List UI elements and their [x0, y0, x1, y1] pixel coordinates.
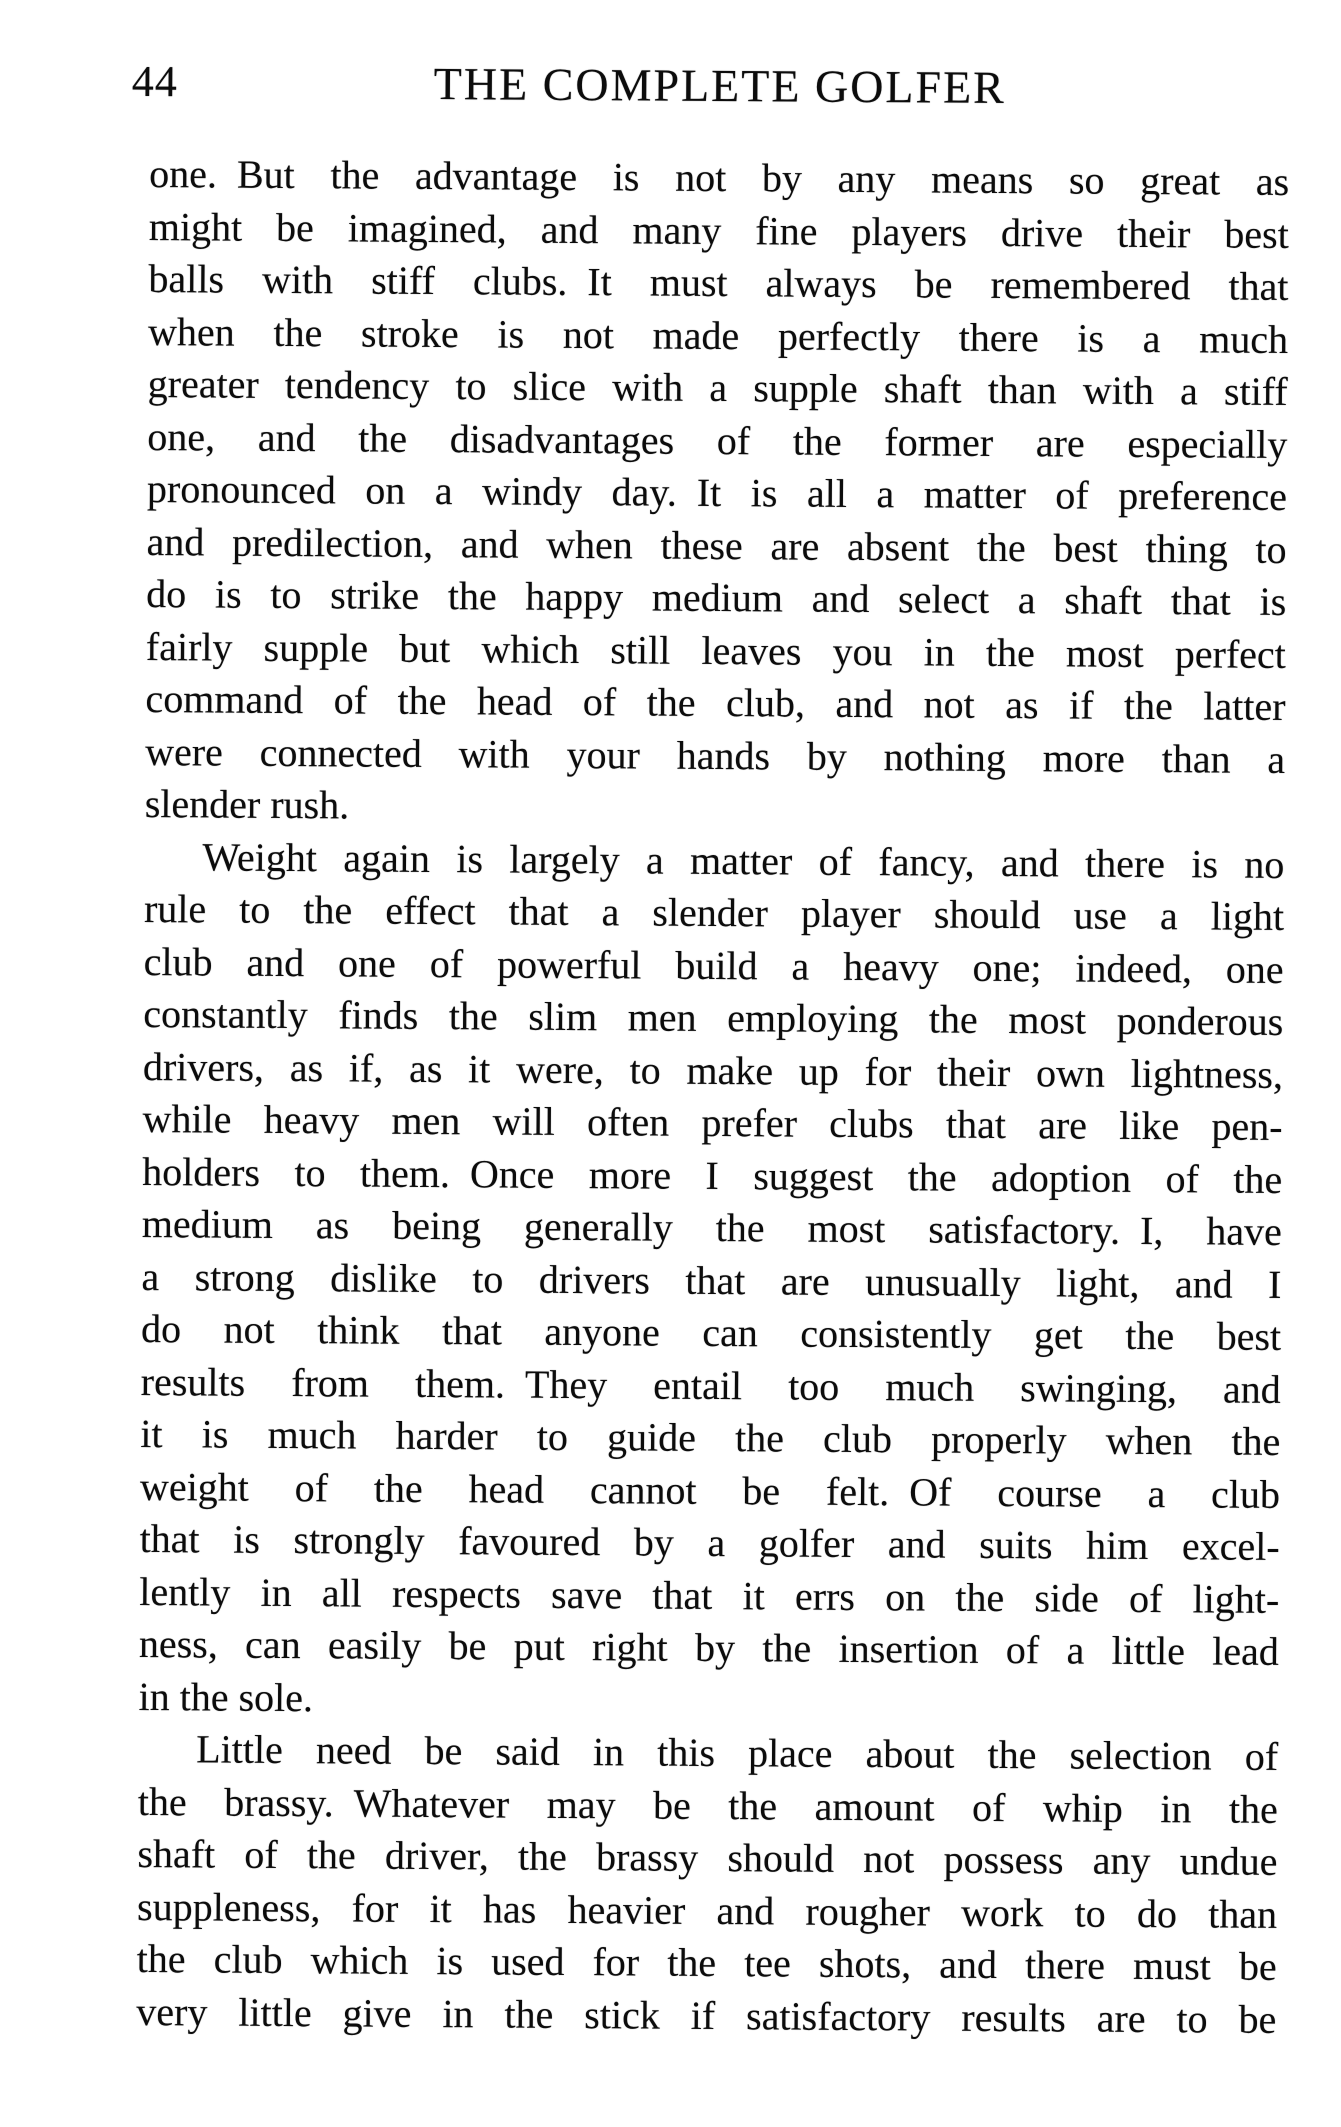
text-line: while heavy men will often prefer clubs that are like pen-	[142, 1095, 1283, 1149]
text-line: constantly finds the slim men employing the most ponderous	[143, 990, 1284, 1044]
text-line: ness, can easily be put right by the insertion of a little lead	[138, 1620, 1280, 1674]
text-line: a strong dislike to drivers that are unusually light, and I	[141, 1253, 1282, 1307]
running-title: THE COMPLETE GOLFER	[433, 58, 1007, 113]
scanned-text-area	[131, 56, 1290, 2046]
text-line: it is much harder to guide the club properly when the	[140, 1410, 1281, 1464]
paragraph	[138, 831, 1284, 1731]
text-line: the club which is used for the tee shots, and there must be	[136, 1935, 1277, 1989]
text-line: fairly supple but which still leaves you in the most perfect	[145, 623, 1287, 677]
text-line: and predilection, and when these are absent the best thing to	[146, 518, 1287, 572]
text-line: shaft of the driver, the brassy should not possess any undue	[137, 1830, 1278, 1884]
text-line: club and one of powerful build a heavy one; indeed, one	[143, 938, 1284, 992]
text-line: drivers, as if, as it were, to make up for their own lightness,	[142, 1043, 1284, 1097]
page-header	[131, 56, 1290, 116]
text-line: one. But the advantage is not by any means so great as	[149, 151, 1290, 204]
text-line: one, and the disadvantages of the former are especially	[147, 413, 1288, 467]
text-line: in the sole.	[138, 1673, 314, 1720]
text-line: the brassy. Whatever may be the amount of whip in the	[137, 1778, 1278, 1832]
text-line: do not think that anyone can consistently get the best	[140, 1305, 1282, 1359]
text-line: results from them. They entail too much swinging, and	[140, 1358, 1281, 1412]
text-line: pronounced on a windy day. It is all a matter of preference	[146, 466, 1288, 519]
text-line: might be imagined, and many fine players drive their best	[148, 203, 1289, 257]
text-line: slender rush.	[144, 781, 350, 828]
paragraph	[136, 1723, 1278, 2046]
paragraph	[145, 148, 1290, 838]
text-line: holders to them. Once more I suggest the adoption of the	[142, 1148, 1283, 1202]
text-line: were connected with your hands by nothing more than a	[145, 728, 1286, 782]
text-line: Little need be said in this place about the selection of	[196, 1726, 1279, 1779]
text-line: that is strongly favoured by a golfer and suits him excel-	[139, 1515, 1280, 1569]
text-line: greater tendency to slice with a supple shaft than with a stiff	[147, 361, 1288, 414]
text-line: do is to strike the happy medium and select a shaft that is	[146, 571, 1287, 624]
text-line: when the stroke is not made perfectly there is a much	[147, 308, 1289, 362]
text-line: medium as being generally the most satisfactory. I, have	[141, 1200, 1282, 1254]
text-line: command of the head of the club, and not as if the latter	[145, 676, 1286, 729]
text-block	[136, 148, 1289, 2046]
text-line: lently in all respects save that it errs on the side of light-	[139, 1568, 1280, 1622]
page-number: 44	[131, 56, 179, 107]
text-line: rule to the effect that a slender player should use a light	[143, 886, 1285, 939]
text-line: balls with stiff clubs. It must always be remembered that	[148, 256, 1289, 309]
text-line: Weight again is largely a matter of fancy, and there is no	[202, 833, 1285, 887]
text-line: suppleness, for it has heavier and rougher work to do than	[136, 1883, 1278, 1937]
text-line: very little give in the stick if satisfactory results are to be	[136, 1988, 1277, 2042]
text-line: weight of the head cannot be felt. Of course a club	[139, 1463, 1281, 1517]
